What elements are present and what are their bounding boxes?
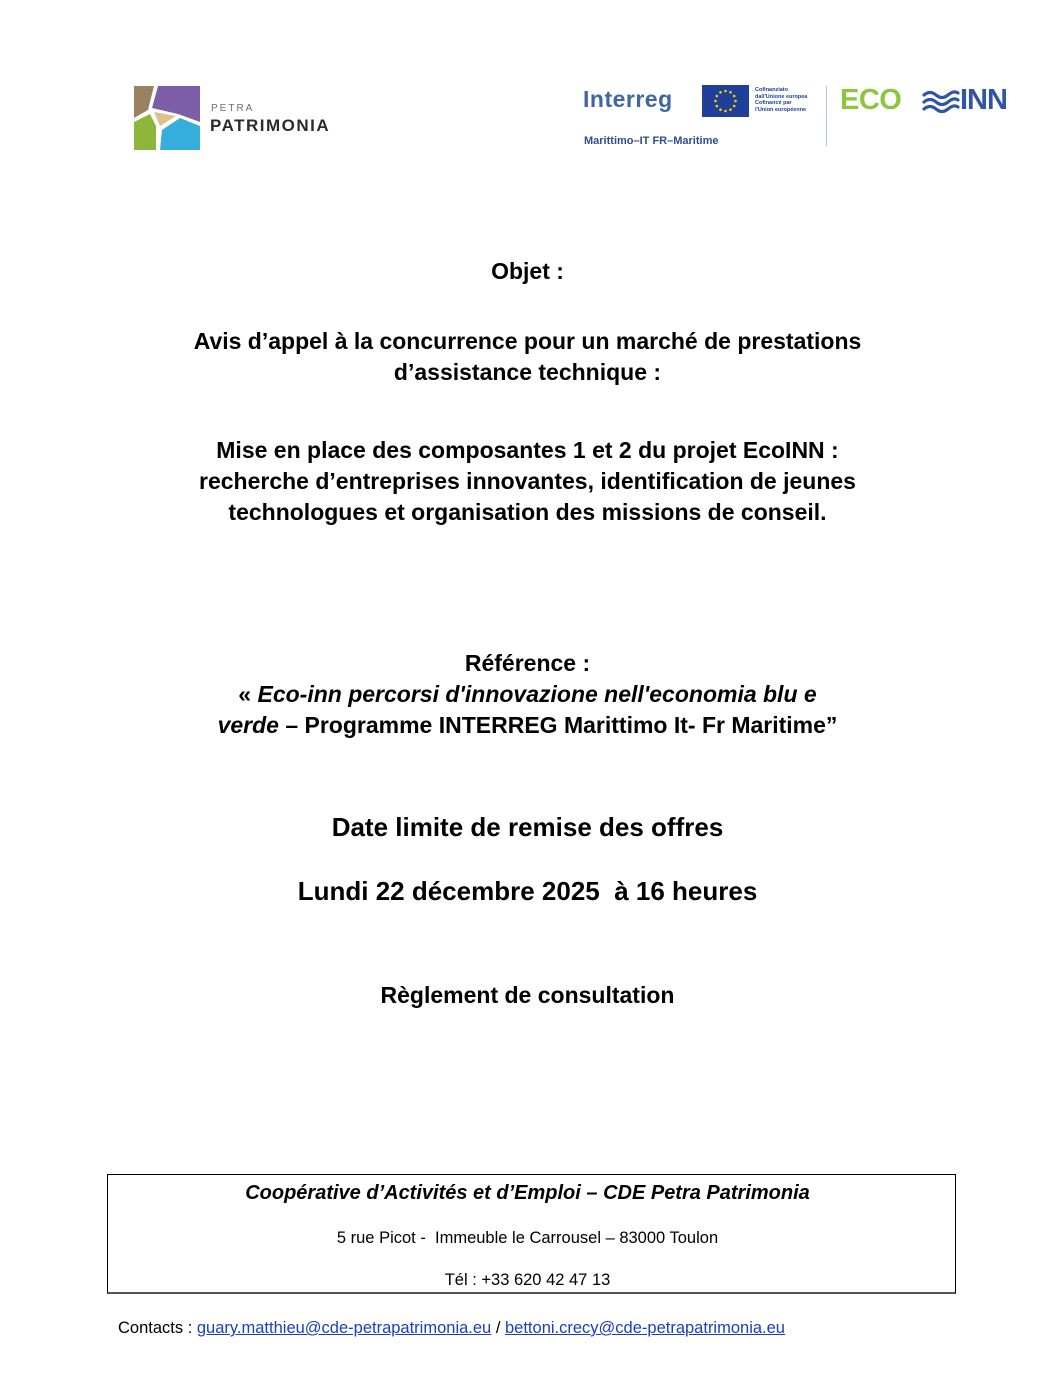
interreg-wordmark: Interreg <box>583 86 673 112</box>
reference-block <box>0 648 1055 741</box>
contacts-line: Contacts : guary.matthieu@cde-petrapatrimonia.eu / bettoni.crecy@cde-petrapatrimonia.eu <box>118 1319 785 1337</box>
interreg-programme-name: Marittimo–IT FR–Maritime <box>584 135 719 147</box>
petra-mosaic-icon <box>134 86 200 150</box>
reference-label: Référence : <box>464 650 591 676</box>
ecoinn-eco-text: ECO <box>840 84 902 116</box>
eu-cofunding-text: Cofinanziato dall'Unione europea Cofinancé par l'Union européenne <box>755 87 808 113</box>
reference-line-2: verde – Programme INTERREG Marittimo It- Fr Maritime” <box>217 712 838 738</box>
contact-email-link-2[interactable]: bettoni.crecy@cde-petrapatrimonia.eu <box>505 1319 785 1337</box>
organization-name: Coopérative d’Activités et d’Emploi – CDE Petra Patrimonia <box>245 1182 810 1204</box>
reference-line-1: « Eco-inn percorsi d'innovazione nell'economia blu e <box>238 681 817 707</box>
petra-logo-big-text: PATRIMONIA <box>210 116 331 135</box>
organization-phone: Tél : +33 620 42 47 13 <box>444 1271 611 1289</box>
deadline-value: Lundi 22 décembre 2025 à 16 heures <box>297 876 758 906</box>
deadline-label: Date limite de remise des offres <box>331 812 724 842</box>
object-label: Objet : <box>491 258 564 284</box>
subject-text: Mise en place des composantes 1 et 2 du projet EcoINN : recherche d’entreprises innovantes, identification de jeunes technologues et organisation des missions de conseil. <box>199 437 856 525</box>
contact-email-link-1[interactable]: guary.matthieu@cde-petrapatrimonia.eu <box>196 1319 492 1337</box>
notice-title: Avis d’appel à la concurrence pour un marché de prestations d’assistance technique : <box>193 328 862 385</box>
eu-flag-icon <box>702 85 749 117</box>
logo-divider <box>826 86 827 146</box>
waves-icon <box>922 89 960 115</box>
contacts-label: Contacts : <box>118 1319 197 1337</box>
document-type: Règlement de consultation <box>380 982 675 1008</box>
petra-logo-small-text: PETRA <box>211 103 255 114</box>
ecoinn-inn-text: INN <box>960 84 1007 116</box>
organization-address: 5 rue Picot - Immeuble le Carrousel – 83000 Toulon <box>336 1229 719 1247</box>
